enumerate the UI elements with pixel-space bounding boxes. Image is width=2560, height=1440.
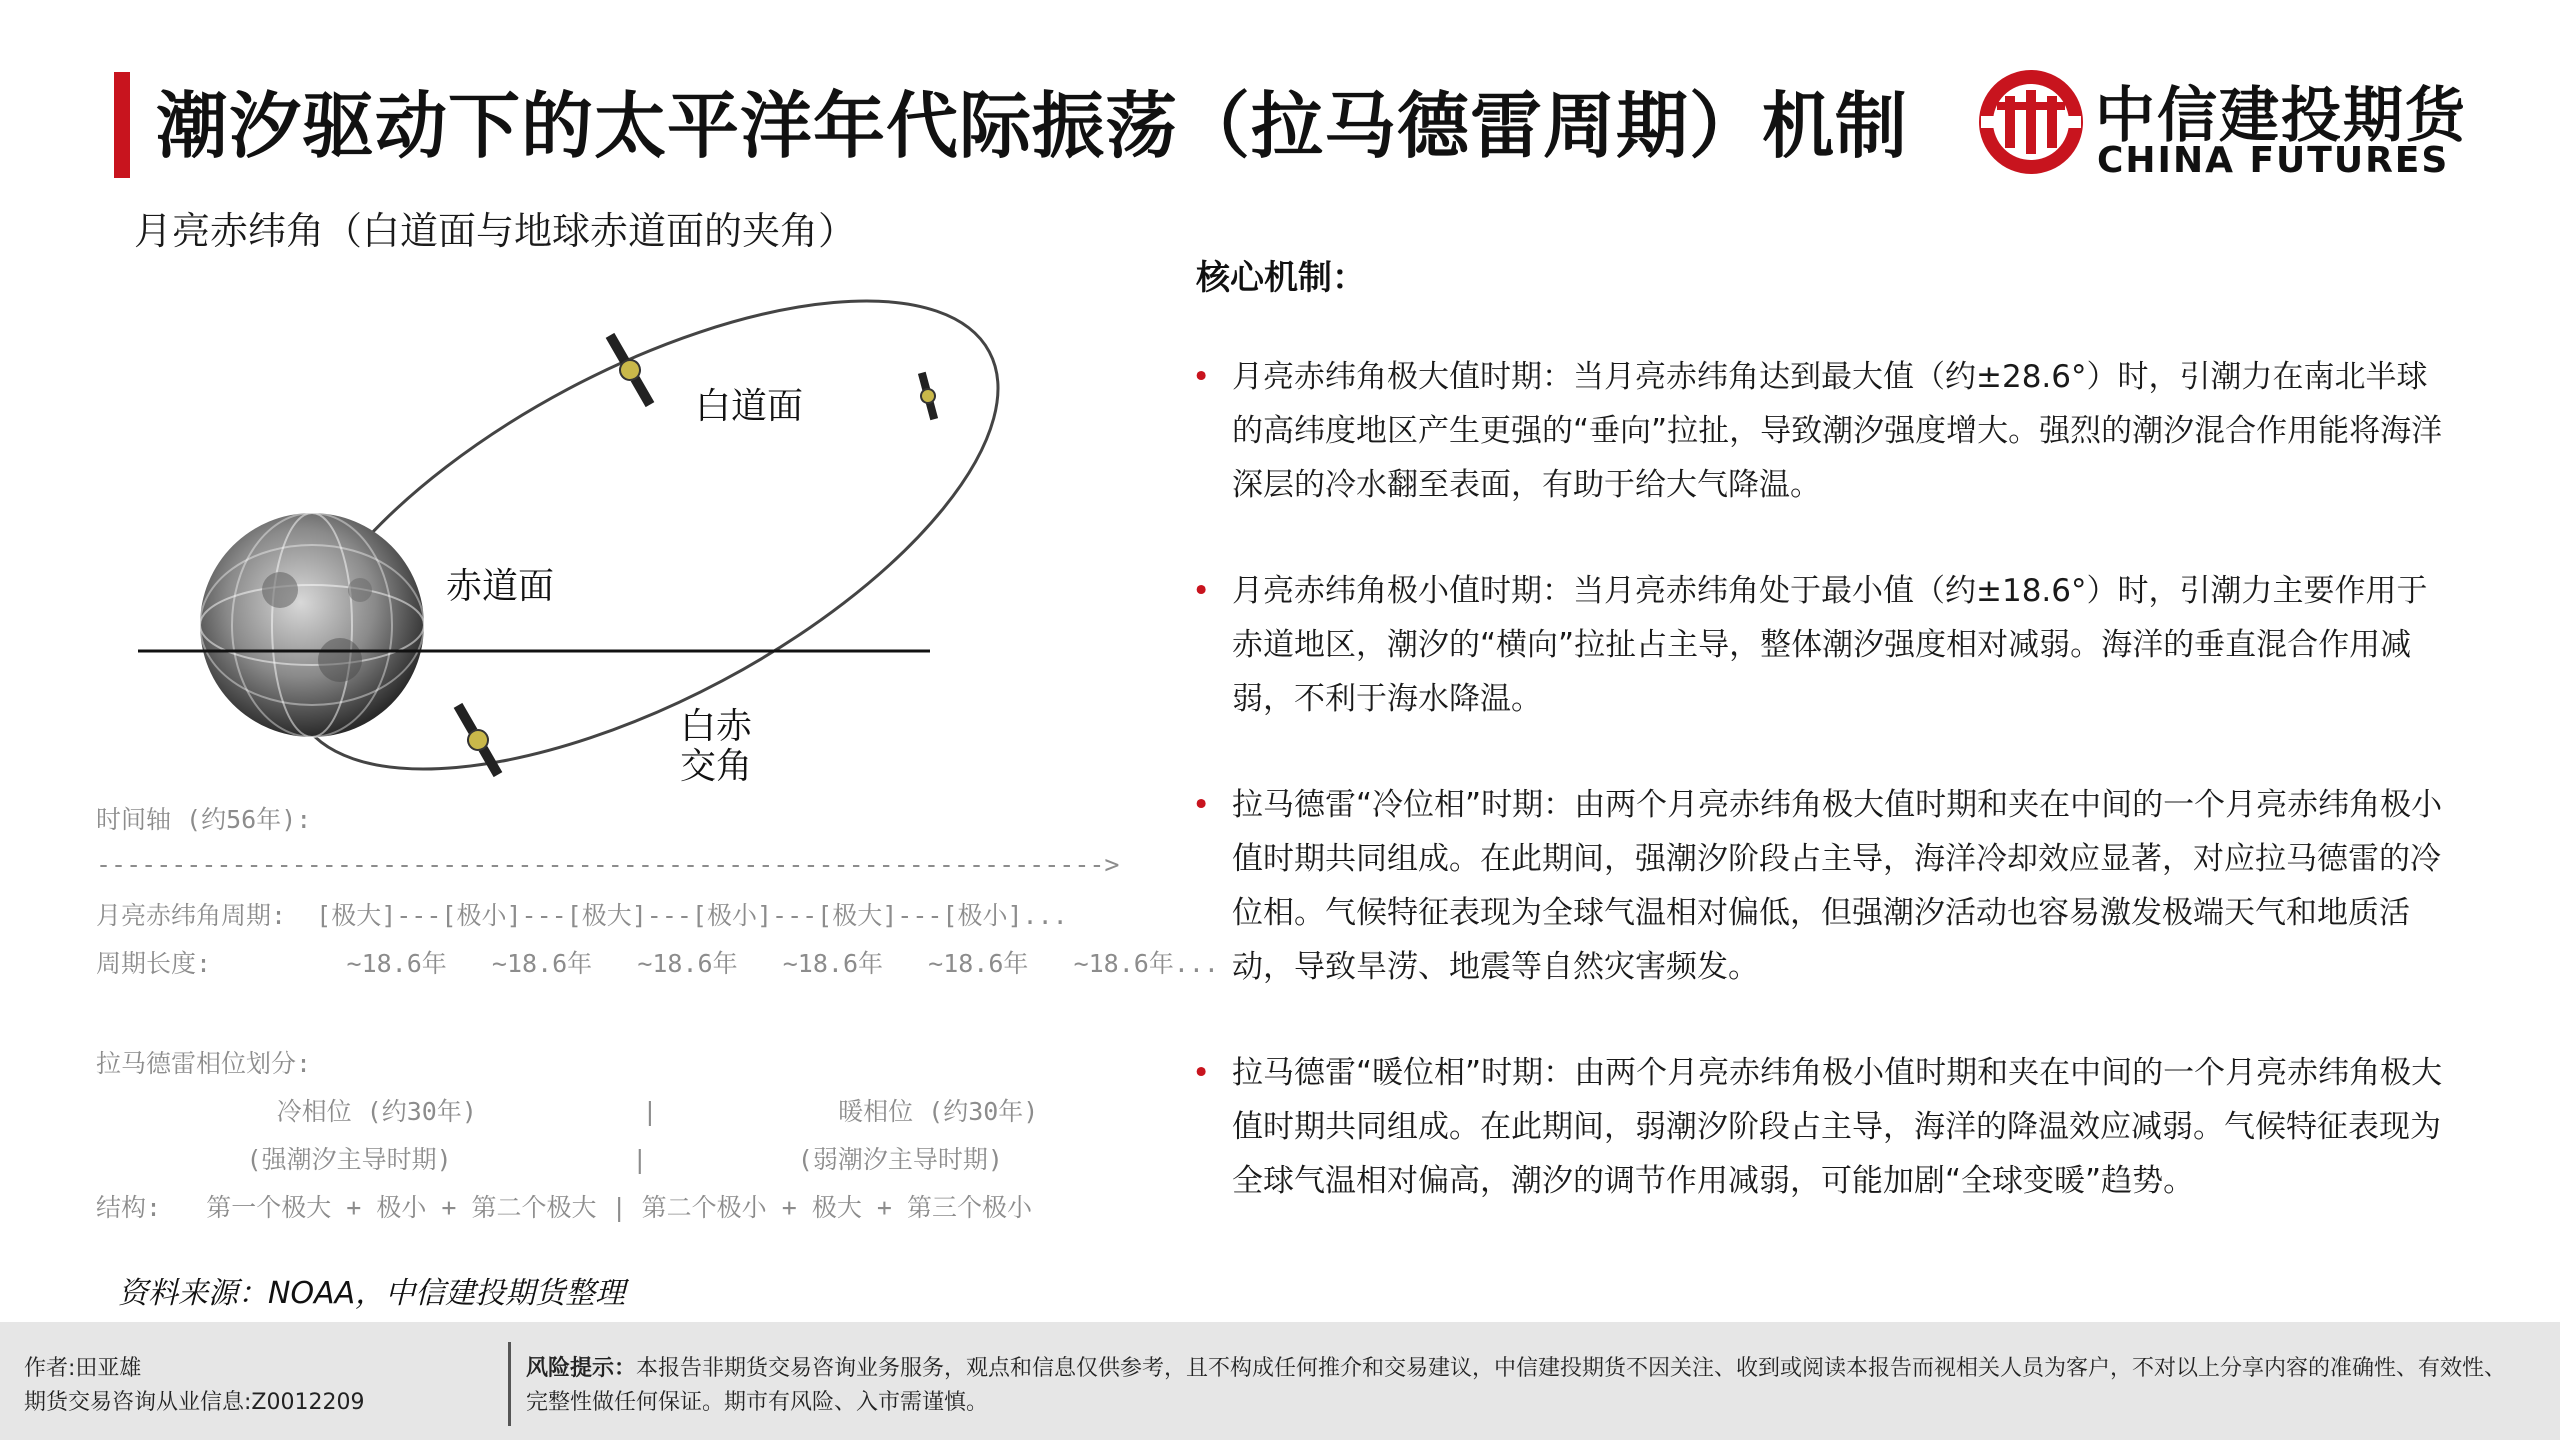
- logo-chinese-name: 中信建投期货: [2095, 81, 2467, 151]
- timeline-line: 时间轴 (约56年):: [96, 805, 312, 834]
- title-accent-bar: [114, 72, 130, 178]
- brand-logo: [1975, 66, 2467, 186]
- satellite-icon: [601, 330, 658, 409]
- list-item-text: 月亮赤纬角极小值时期：当月亮赤纬角处于最小值（约±18.6°）时，引潮力主要作用于赤道地区，潮汐的“横向”拉扯占主导，整体潮汐强度相对减弱。海洋的垂直混合作用减弱，不利于海水降温。: [1232, 573, 2428, 717]
- bullet-marker: •: [1192, 359, 1211, 395]
- license-number: 期货交易咨询从业信息:Z0012209: [24, 1390, 365, 1415]
- timeline-line: 结构: 第一个极大 + 极小 + 第二个极大 | 第二个极小 + 极大 + 第三个极小: [96, 1193, 1032, 1222]
- author-name: 作者:田亚雄: [24, 1356, 142, 1381]
- timeline-line: 拉马德雷相位划分:: [96, 1049, 312, 1078]
- risk-text: 本报告非期货交易咨询业务服务，观点和信息仅供参考，且不构成任何推介和交易建议，中信建投期货不因关注、收到或阅读本报告而视相关人员为客户，不对以上分享内容的准确性、有效性、完整性做任何保证。期市有风险、入市需谨慎。: [526, 1356, 2507, 1415]
- citic-logo-icon: [1975, 66, 2087, 178]
- figure-subtitle: 月亮赤纬角（白道面与地球赤道面的夹角）: [134, 209, 857, 253]
- list-item: [1192, 1046, 2452, 1208]
- angle-label-line2: 交角: [680, 746, 753, 787]
- list-item-text: 拉马德雷“暖位相”时期：由两个月亮赤纬角极小值时期和夹在中间的一个月亮赤纬角极大值时期共同组成。在此期间，弱潮汐阶段占主导，海洋的降温效应减弱。气候特征表现为全球气温相对偏高，潮汐的调节作用减弱，可能加剧“全球变暖”趋势。: [1232, 1055, 2443, 1199]
- risk-disclaimer: [526, 1352, 2526, 1420]
- lunar-orbit-diagram: [130, 260, 1050, 800]
- mechanism-list: [1192, 350, 2452, 1260]
- page-footer: [0, 1322, 2560, 1440]
- list-item: [1192, 564, 2452, 726]
- white-plane-label: 白道面: [695, 386, 804, 427]
- cycle-timeline: [96, 800, 1219, 1222]
- timeline-line: 冷相位 (约30年) | 暖相位 (约30年): [96, 1097, 1039, 1126]
- earth-globe: [200, 513, 424, 737]
- page-title: 潮汐驱动下的太平洋年代际振荡（拉马德雷周期）机制: [156, 84, 1909, 168]
- logo-english-name: CHINA FUTURES: [2097, 140, 2450, 181]
- mechanism-heading: 核心机制：: [1196, 258, 1366, 298]
- source-note: 资料来源：NOAA，中信建投期货整理: [118, 1276, 626, 1311]
- list-item-text: 拉马德雷“冷位相”时期：由两个月亮赤纬角极大值时期和夹在中间的一个月亮赤纬角极小值时期共同组成。在此期间，强潮汐阶段占主导，海洋冷却效应显著，对应拉马德雷的冷位相。气候特征表现为全球气温相对偏低，但强潮汐活动也容易激发极端天气和地质活动，导致旱涝、地震等自然灾害频发。: [1232, 787, 2443, 985]
- author-info: [24, 1352, 364, 1420]
- bullet-marker: •: [1192, 573, 1211, 609]
- timeline-line: 周期长度: ~18.6年 ~18.6年 ~18.6年 ~18.6年 ~18.6年 ~18.6年...: [96, 949, 1219, 978]
- bullet-marker: •: [1192, 787, 1211, 823]
- timeline-arrow: ------------------------------------------------------------------->: [96, 850, 1120, 879]
- equator-plane-label: 赤道面: [446, 566, 555, 607]
- footer-divider: [508, 1342, 511, 1426]
- risk-label: 风险提示：: [526, 1356, 637, 1381]
- list-item: [1192, 778, 2452, 994]
- angle-label-line1: 白赤: [680, 706, 753, 747]
- timeline-line: (强潮汐主导时期) | (弱潮汐主导时期): [96, 1145, 1003, 1174]
- timeline-line: 月亮赤纬角周期: [极大]---[极小]---[极大]---[极小]---[极大]---[极小]...: [96, 901, 1068, 930]
- orbit-illustration: [130, 260, 1050, 800]
- satellite-icon: [915, 371, 941, 421]
- bullet-marker: •: [1192, 1055, 1211, 1091]
- list-item-text: 月亮赤纬角极大值时期：当月亮赤纬角达到最大值（约±28.6°）时，引潮力在南北半球的高纬度地区产生更强的“垂向”拉扯，导致潮汐强度增大。强烈的潮汐混合作用能将海洋深层的冷水翻至表面，有助于给大气降温。: [1232, 359, 2443, 503]
- list-item: [1192, 350, 2452, 512]
